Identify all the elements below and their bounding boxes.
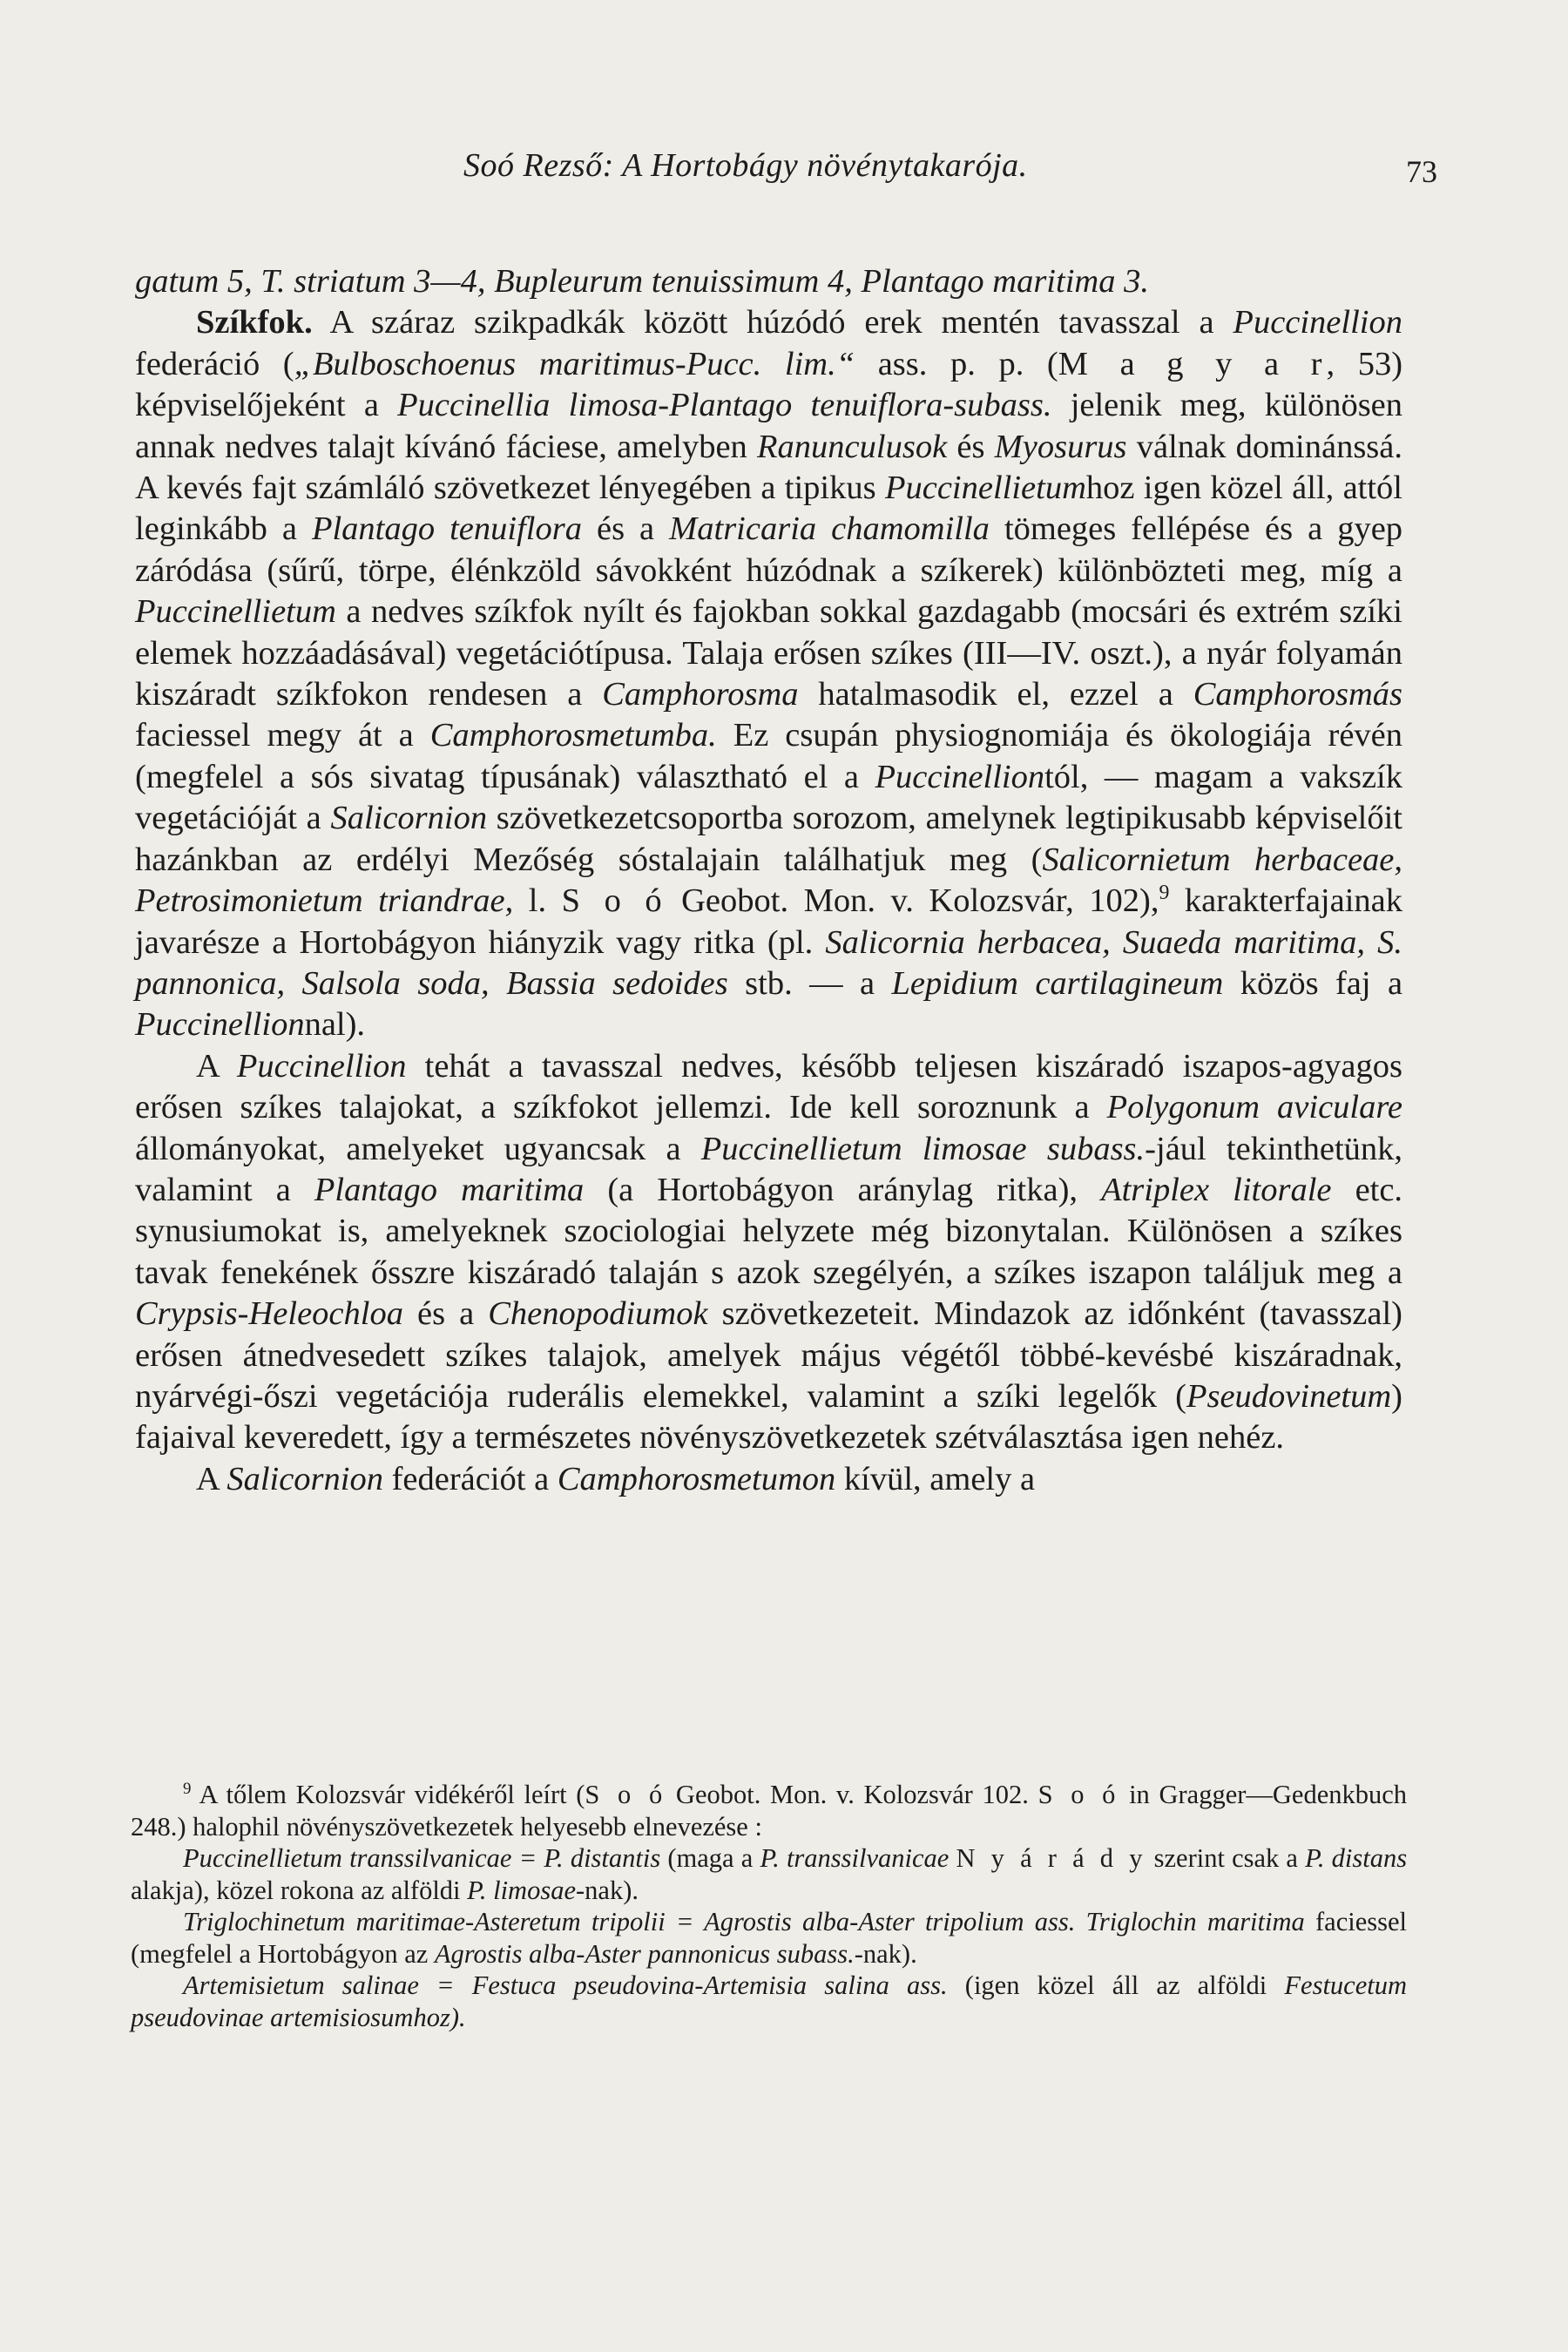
footnote-mark: 9 <box>183 1779 192 1798</box>
text-run: federáció ( <box>135 345 294 382</box>
taxon: Crypsis-Heleochloa <box>135 1295 403 1333</box>
taxon: Camphorosmás <box>1193 676 1403 713</box>
footnote-entry <box>131 1842 1407 1906</box>
footnote-ref: 9 <box>1159 882 1170 905</box>
text-run: kívül, amely a <box>843 1460 1036 1497</box>
taxon: Agrostis alba-Aster pannonicus subass. <box>434 1938 855 1969</box>
text-run: A <box>196 1460 219 1497</box>
running-header <box>139 146 1437 199</box>
text-run: állományokat, amelyeket ugyancsak a <box>135 1130 681 1167</box>
taxon: Triglochinetum maritimae-Asteretum tripolii = Agrostis alba-Aster tripolium ass. Triglochin maritima <box>183 1907 1305 1936</box>
text-run: faciessel megy át a <box>135 717 414 754</box>
footnote-entry <box>131 1906 1407 1970</box>
taxon: Camphorosmetumon <box>557 1460 836 1497</box>
text-run: tól, — magam a vakszík vegetációját a <box>135 758 1402 837</box>
text-run: (maga a <box>667 1843 754 1873</box>
taxon: P. transsilvanicae <box>760 1843 950 1873</box>
text-run: karakterfajainak javarésze a Hortobágyon hiányzik vagy ritka (pl. <box>135 882 1402 961</box>
author-name: N y á r á d y <box>956 1843 1147 1873</box>
taxon: Camphorosmetumba. <box>429 717 717 754</box>
author-name: S o ó <box>1037 1780 1120 1809</box>
text-run: a nedves szíkfok nyílt és fajokban sokkal gazdagabb (mocsári és extrém szíki elemek hozzáadásával) vegetációtípusa. Talaja erősen szíkes (III—IV. oszt.), a nyár folyamán kiszáradt szíkfokon rendesen a <box>135 593 1402 713</box>
taxon: Salicornietum herbaceae, Petrosimonietum triandrae, <box>135 841 1402 920</box>
taxon: Atriplex litorale <box>1101 1171 1332 1208</box>
text-run: alakja), közel rokona az alföldi <box>131 1875 461 1905</box>
paragraph-puccinellion <box>135 1046 1402 1459</box>
text-run: A <box>196 1047 219 1085</box>
taxon: Festucetum pseudovinae artemisiosumhoz). <box>131 1970 1408 2032</box>
taxon: Pseudovinetum <box>1186 1377 1392 1415</box>
taxon: Artemisietum salinae = Festuca pseudovina-Artemisia salina ass. <box>183 1970 948 2000</box>
paragraph-szikfok <box>135 302 1402 1045</box>
text-run: nal). <box>304 1006 366 1044</box>
text-run: etc. synusiumokat is, amelyeknek szociologiai helyzete még bizonytalan. Különösen a szíkes tavak fenekének ősszre kiszáradó talaján s azok szegélyén, a szíkes iszapon találjuk meg a <box>135 1171 1403 1291</box>
text-run: Geobot. Mon. v. Kolozsvár, 102), <box>681 882 1159 920</box>
author-name: M a g y a r <box>1058 345 1327 382</box>
text-run: stb. — a <box>745 964 875 1002</box>
taxon: Matricaria chamomilla <box>669 510 990 548</box>
text-run: faciessel (megfelel a Hortobágyon az <box>131 1907 1407 1969</box>
section-heading-szikfok: Szíkfok. <box>196 304 313 341</box>
text-run: Ez csupán physiognomiája és ökologiája révén (megfelel a sós sivatag típusának) választható el a <box>135 717 1403 795</box>
taxon: Puccinellietum transsilvanicae = P. distantis <box>183 1843 661 1873</box>
footnotes <box>131 1779 1407 2033</box>
text-run: és a <box>416 1295 475 1333</box>
text-run: federációt a <box>391 1460 550 1497</box>
taxon: Puccinellia limosa-Plantago tenuiflora-subass. <box>397 387 1052 424</box>
text-run: közös faj a <box>1240 964 1403 1002</box>
taxon: Plantago maritima <box>314 1171 585 1208</box>
taxon: P. distans <box>1305 1843 1408 1873</box>
taxon: „Bulboschoenus maritimus-Pucc. lim.“ <box>294 345 855 382</box>
taxon: Puccinellion <box>1233 304 1402 341</box>
text-run: ass. p. p. ( <box>877 345 1058 382</box>
taxon: Polygonum aviculare <box>1106 1089 1403 1126</box>
text-run: jelenik meg, különösen annak nedves talajt kívánó fáciese, amelyben <box>135 387 1403 465</box>
taxon: P. limosae <box>467 1875 576 1905</box>
text-run: hoz igen közel áll, attól leginkább a <box>135 470 1403 548</box>
text-run: -nak). <box>854 1938 917 1969</box>
taxon: Chenopodiumok <box>488 1295 708 1333</box>
text-run: hatalmasodik el, ezzel a <box>818 676 1173 713</box>
text-run: , 53) képviselőjeként a <box>135 345 1403 424</box>
text-run: és <box>956 428 985 465</box>
text-run: tehát a tavasszal nedves, később teljesen kiszáradó iszapos-agyagos erősen szíkes talajokat, a szíkfokot jellemzi. Ide kell soroznunk a <box>135 1047 1402 1126</box>
text-run: Geobot. Mon. v. Kolozsvár 102. <box>675 1780 1029 1809</box>
taxon: Puccinellion <box>135 1006 305 1044</box>
taxon: Salicornion <box>226 1460 383 1497</box>
text-run: szövetkezeteit. Mindazok az időnként (tavasszal) erősen átnedvesedett szíkes talajok, amelyek május végétől többé-kevésbé kiszáradnak, nyárvégi-őszi vegetációja ruderális elemekkel, valamint a szíki legelők ( <box>135 1295 1402 1415</box>
paragraph-salicornion <box>135 1459 1402 1500</box>
taxon: Puccinellietum limosae subass. <box>700 1130 1146 1167</box>
taxon: Puccinellietum <box>135 593 336 631</box>
text-run: -jául tekinthetünk, valamint a <box>135 1130 1403 1208</box>
running-title: Soó Rezső: A Hortobágy növénytakarója. <box>463 147 1028 184</box>
text-run: (igen közel áll az alföldi <box>964 1970 1267 2000</box>
text-run: -nak). <box>576 1875 639 1905</box>
footnote-entry <box>131 1970 1407 2033</box>
text-run: válnak dominánssá. A kevés fajt számláló szövetkezet lényegében a tipikus <box>135 428 1402 507</box>
text-run: ) fajaival keveredett, így a természetes növényszövetkezetek szétválasztása igen nehéz. <box>135 1377 1402 1456</box>
taxon: Ranunculusok <box>757 428 948 465</box>
taxon: Puccinellion <box>236 1047 407 1085</box>
paragraph-continuation <box>135 261 1402 302</box>
footnote-9 <box>131 1779 1407 1842</box>
page-number: 73 <box>1406 154 1437 189</box>
text-run: A száraz szikpadkák között húzódó erek mentén tavasszal a <box>329 304 1214 341</box>
main-text <box>135 261 1402 1500</box>
taxon: Plantago tenuiflora <box>311 510 582 548</box>
text-run: in Gragger—Gedenkbuch 248.) halophil növényszövetkezetek helyesebb elnevezése : <box>131 1780 1408 1842</box>
text-run: A tőlem Kolozsvár vidékéről leírt ( <box>199 1780 585 1809</box>
taxon: Salicornion <box>330 800 488 837</box>
author-name: S o ó <box>585 1780 667 1809</box>
text-run: tömeges fellépése és a gyep záródása (sűrű, törpe, élénkzöld sávokként húzódnak a szíkerek) különbözteti meg, míg a <box>135 510 1403 589</box>
taxon: Myosurus <box>994 428 1127 465</box>
species-list: gatum 5, T. striatum 3—4, Bupleurum tenuissimum 4, Plantago maritima 3. <box>135 263 1149 300</box>
text-run: szerint csak a <box>1153 1843 1298 1873</box>
taxon: Lepidium cartilagineum <box>891 964 1224 1002</box>
taxon: Salicornia herbacea, Suaeda maritima, S. pannonica, Salsola soda, Bassia sedoides <box>135 923 1402 1002</box>
author-name: S o ó <box>561 882 666 920</box>
text-run: (a Hortobágyon aránylag ritka), <box>607 1171 1078 1208</box>
taxon: Camphorosma <box>602 676 799 713</box>
text-run: szövetkezetcsoportba sorozom, amelynek legtipikusabb képviselőit hazánkban az erdélyi Mezőség sóstalajain találhatjuk meg ( <box>135 800 1403 878</box>
taxon: Puccinellietum <box>884 470 1086 507</box>
text-run: l. <box>528 882 547 920</box>
taxon: Puccinellion <box>875 758 1045 795</box>
text-run: és a <box>596 510 655 548</box>
